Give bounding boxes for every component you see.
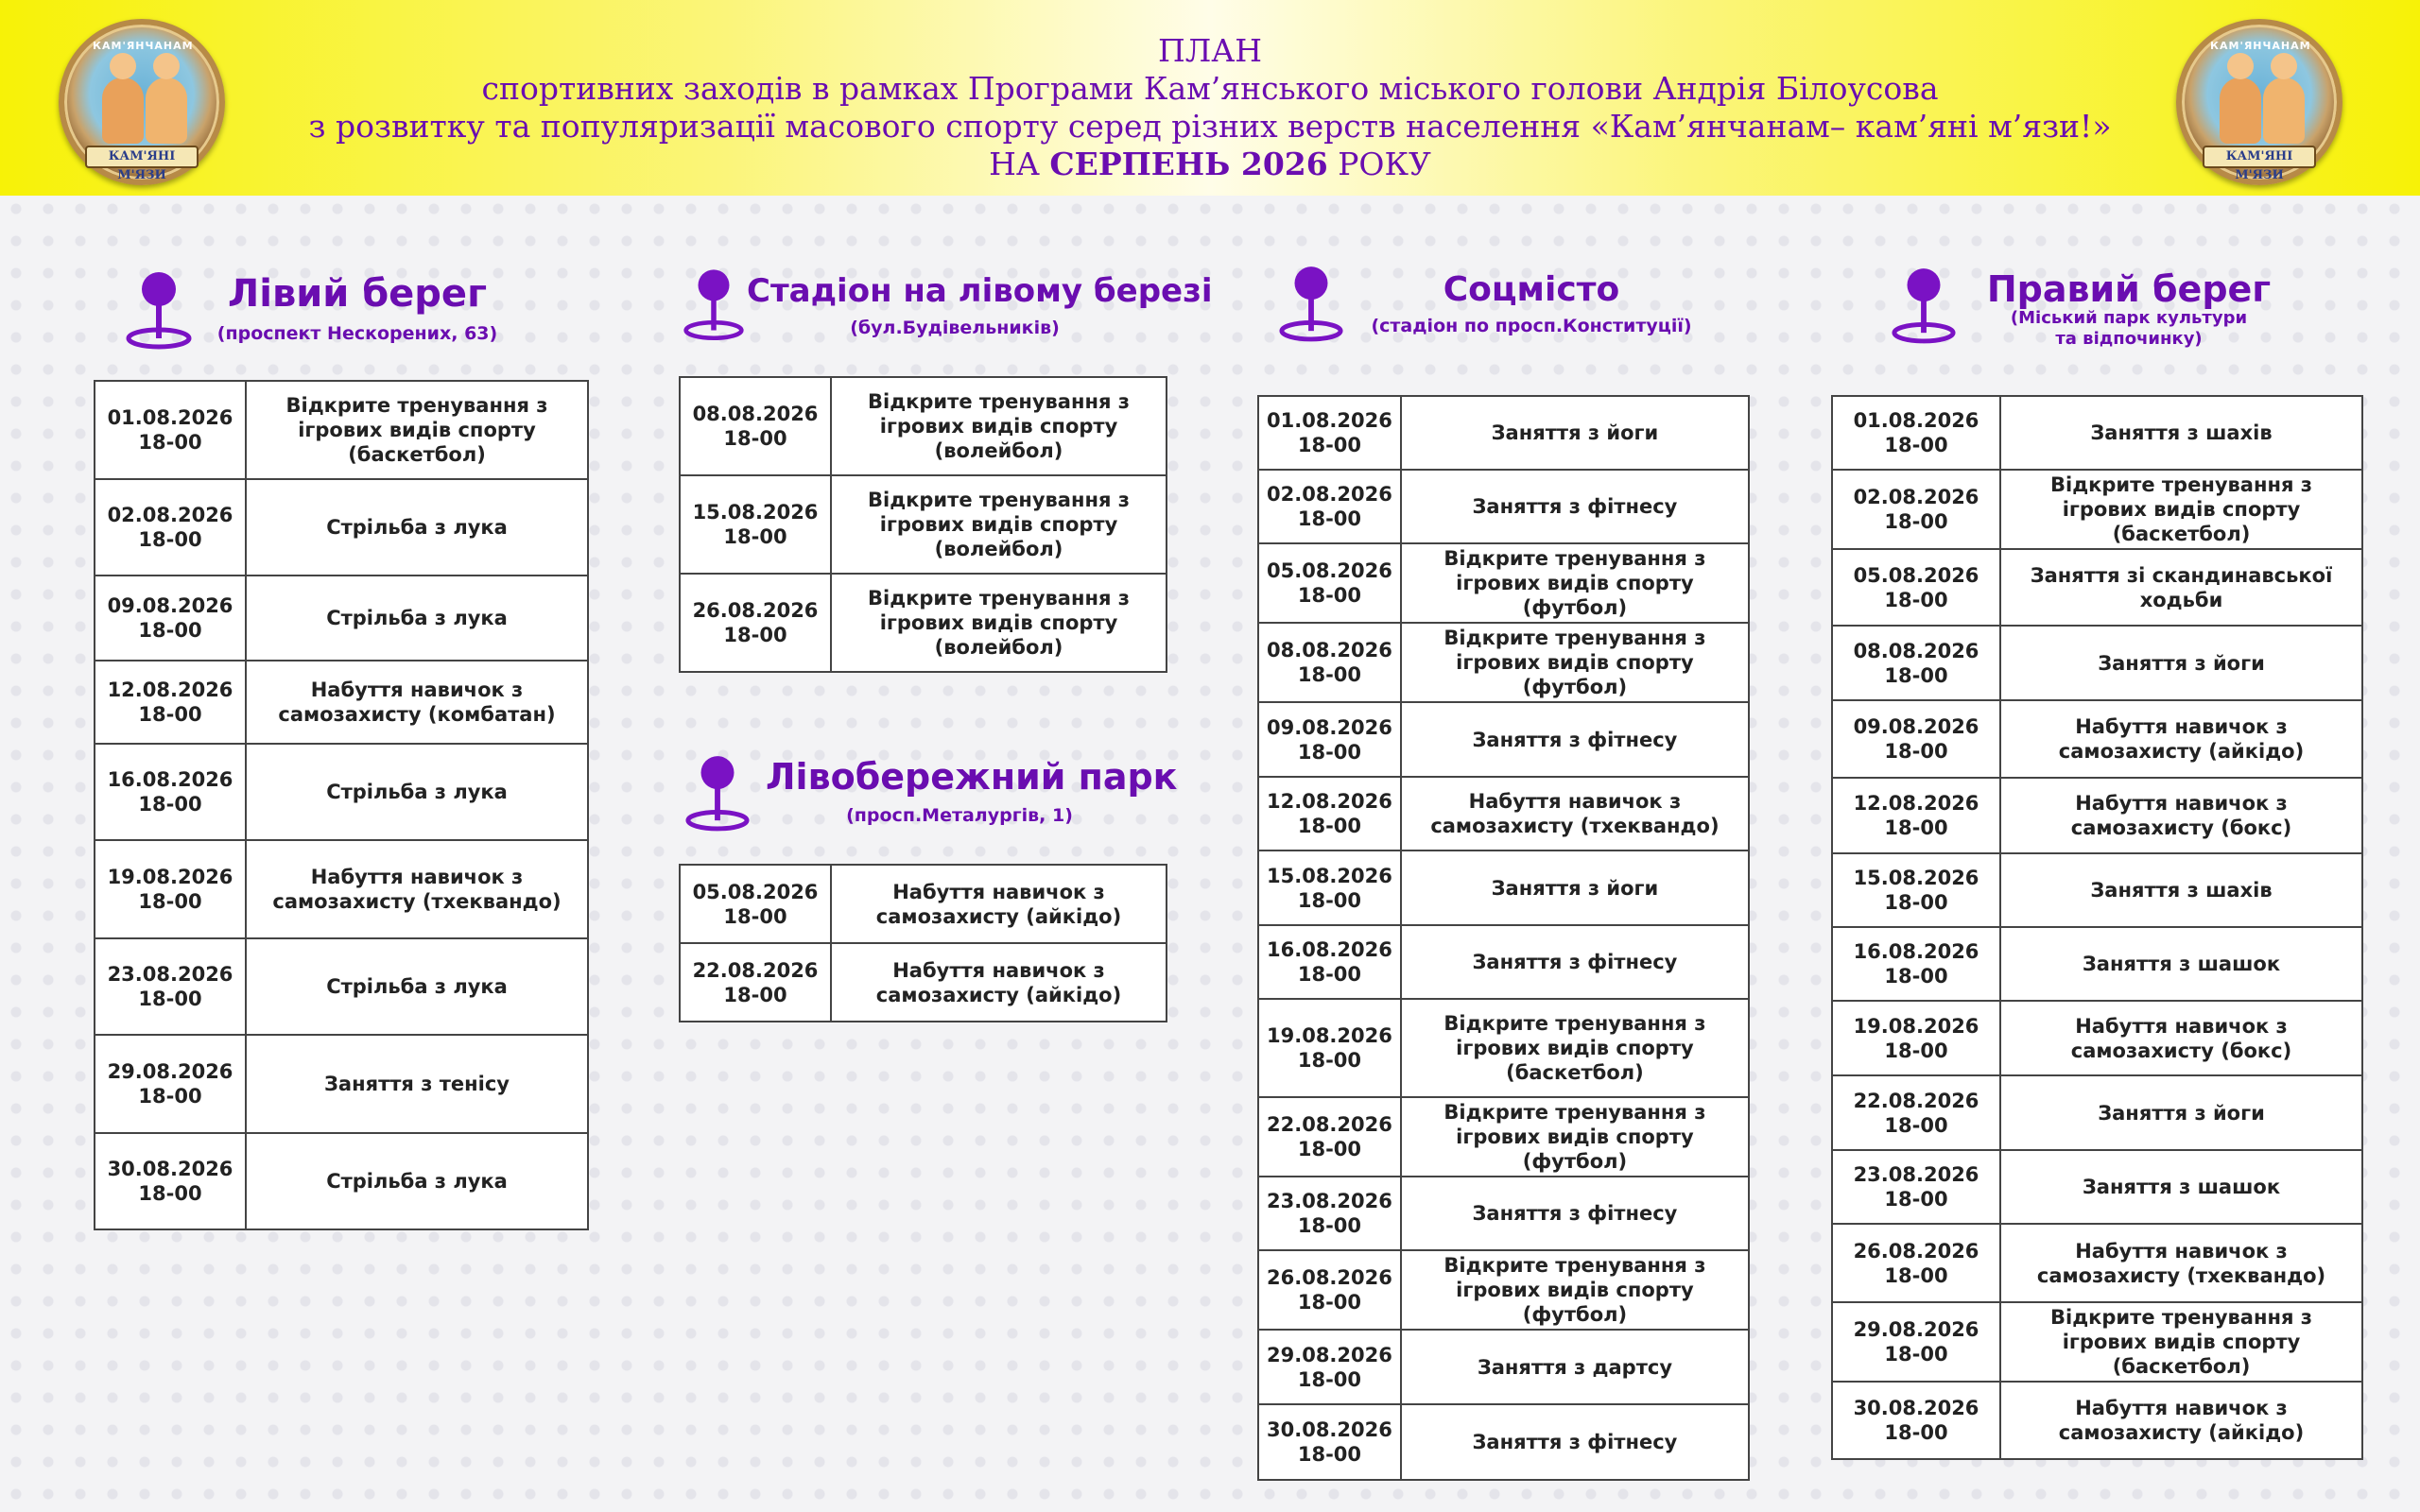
event-name: Набуття навичок з самозахисту (айкідо) (831, 943, 1167, 1022)
event-date: 09.08.2026 (1853, 715, 1979, 738)
table-row (1832, 470, 2362, 549)
event-time: 18-00 (1884, 816, 1948, 839)
section-subtitle-line-2: та відпочинку) (2055, 329, 2203, 349)
schedule-table-left-bank (94, 380, 589, 1230)
section-subtitle-line-1: (Міський парк культури (2010, 308, 2248, 328)
event-date: 26.08.2026 (1853, 1239, 1979, 1263)
event-date: 08.08.2026 (692, 403, 819, 425)
event-time: 18-00 (1884, 1263, 1948, 1287)
event-name: Заняття з фітнесу (1401, 1404, 1749, 1480)
event-date: 12.08.2026 (1267, 790, 1392, 813)
event-time: 18-00 (1297, 663, 1362, 686)
event-date: 23.08.2026 (107, 963, 233, 986)
table-row (1832, 1001, 2362, 1075)
table-row (680, 865, 1167, 943)
date-cell (95, 661, 246, 744)
event-date: 09.08.2026 (107, 594, 233, 617)
event-date: 01.08.2026 (1267, 409, 1392, 432)
date-cell (1258, 925, 1401, 999)
event-date: 19.08.2026 (1853, 1014, 1979, 1038)
logo-right-banner: КАМ'ЯНІ М'ЯЗИ (2203, 146, 2316, 168)
event-name: Заняття з дартсу (1401, 1330, 1749, 1404)
title-line-2: спортивних заходів в рамках Програми Кам’янського міського голови Андрія Білоусова (481, 70, 1939, 107)
event-time: 18-00 (1297, 815, 1362, 837)
date-cell (95, 381, 246, 479)
date-cell (1832, 1302, 2000, 1382)
table-row (1258, 1250, 1749, 1330)
table-row (1258, 702, 1749, 777)
schedule-table-sotsmisto (1257, 395, 1750, 1481)
event-name: Відкрите тренування з ігрових видів спорту (баскетбол) (2000, 470, 2362, 549)
event-date: 16.08.2026 (1267, 938, 1392, 961)
event-date: 15.08.2026 (692, 501, 819, 524)
event-name: Стрільба з лука (246, 576, 588, 661)
table-row (1832, 549, 2362, 626)
section-title: Лівобережний парк (766, 756, 1178, 798)
event-name: Заняття з йоги (2000, 626, 2362, 700)
event-date: 19.08.2026 (1267, 1024, 1392, 1047)
event-name: Заняття з шахів (2000, 396, 2362, 470)
event-name: Набуття навичок з самозахисту (бокс) (2000, 1001, 2362, 1075)
event-name: Набуття навичок з самозахисту (комбатан) (246, 661, 588, 744)
table-row (1258, 543, 1749, 623)
location-pin-icon (683, 267, 745, 341)
schedule-table-right-bank (1831, 395, 2363, 1460)
event-name: Стрільба з лука (246, 479, 588, 576)
date-cell (1832, 927, 2000, 1001)
logo-figure-icon (102, 77, 144, 144)
event-time: 18-00 (1297, 888, 1362, 912)
event-name: Заняття з фітнесу (1401, 925, 1749, 999)
table-row (1258, 1330, 1749, 1404)
event-time: 18-00 (138, 619, 202, 642)
date-cell (95, 1133, 246, 1229)
page-title (284, 32, 2136, 183)
event-time: 18-00 (138, 703, 202, 726)
event-date: 05.08.2026 (1267, 559, 1392, 582)
event-date: 29.08.2026 (1853, 1318, 1979, 1341)
event-name: Відкрите тренування з ігрових видів спорту (баскетбол) (1401, 999, 1749, 1097)
event-date: 16.08.2026 (107, 768, 233, 791)
event-name: Заняття з йоги (1401, 396, 1749, 470)
date-cell (95, 1035, 246, 1133)
event-date: 02.08.2026 (1853, 486, 1979, 508)
event-time: 18-00 (723, 427, 787, 450)
date-cell (680, 377, 831, 475)
event-time: 18-00 (1297, 1443, 1362, 1466)
date-cell (1258, 777, 1401, 850)
event-time: 18-00 (138, 1182, 202, 1205)
event-time: 18-00 (1297, 434, 1362, 456)
event-time: 18-00 (1884, 891, 1948, 914)
title-line-1: ПЛАН (1157, 32, 1263, 69)
event-date: 26.08.2026 (692, 599, 819, 622)
schedule-table-left-park (679, 864, 1167, 1022)
date-cell (1258, 850, 1401, 925)
event-time: 18-00 (1884, 1188, 1948, 1211)
event-date: 22.08.2026 (1267, 1113, 1392, 1136)
event-date: 30.08.2026 (1853, 1397, 1979, 1419)
event-time: 18-00 (138, 890, 202, 913)
table-row (95, 576, 588, 661)
table-row (1832, 700, 2362, 778)
section-title: Соцмісто (1443, 270, 1620, 309)
event-date: 01.08.2026 (1853, 409, 1979, 432)
title-line-4-pre: НА (989, 146, 1050, 182)
table-row (95, 744, 588, 840)
title-line-3: з розвитку та популяризації масового спорту серед різних верств населення «Кам’янчанам– кам’яні м’язи!» (308, 108, 2112, 145)
table-row (680, 475, 1167, 574)
location-pin-icon (125, 270, 193, 350)
event-time: 18-00 (138, 988, 202, 1010)
date-cell (1258, 396, 1401, 470)
event-date: 26.08.2026 (1267, 1266, 1392, 1289)
event-name: Відкрите тренування з ігрових видів спорту (футбол) (1401, 623, 1749, 702)
event-date: 12.08.2026 (107, 679, 233, 701)
table-row (1832, 927, 2362, 1001)
date-cell (1832, 470, 2000, 549)
event-time: 18-00 (1297, 1214, 1362, 1237)
event-name: Набуття навичок з самозахисту (айкідо) (2000, 700, 2362, 778)
table-row (95, 479, 588, 576)
table-row (1258, 396, 1749, 470)
date-cell (1832, 1075, 2000, 1150)
section-subtitle (1978, 308, 2280, 350)
event-date: 15.08.2026 (1267, 864, 1392, 887)
date-cell (95, 840, 246, 938)
logo-left-banner: КАМ'ЯНІ М'ЯЗИ (85, 146, 199, 168)
event-time: 18-00 (1884, 1421, 1948, 1444)
date-cell (1258, 1404, 1401, 1480)
event-name: Набуття навичок з самозахисту (айкідо) (2000, 1382, 2362, 1459)
table-row (680, 943, 1167, 1022)
table-row (1258, 623, 1749, 702)
table-row (95, 938, 588, 1035)
event-time: 18-00 (723, 904, 787, 928)
event-date: 02.08.2026 (1267, 483, 1392, 506)
event-name: Заняття з йоги (1401, 850, 1749, 925)
event-time: 18-00 (138, 431, 202, 454)
event-date: 22.08.2026 (1853, 1089, 1979, 1112)
table-row (95, 661, 588, 744)
event-name: Заняття з шахів (2000, 853, 2362, 927)
event-date: 08.08.2026 (1267, 639, 1392, 662)
event-name: Набуття навичок з самозахисту (тхеквандо) (1401, 777, 1749, 850)
date-cell (1258, 702, 1401, 777)
date-cell (1258, 543, 1401, 623)
date-cell (1832, 1150, 2000, 1224)
event-name: Відкрите тренування з ігрових видів спорту (волейбол) (831, 475, 1167, 574)
section-title: Стадіон на лівому березі (747, 272, 1213, 310)
table-row (1832, 1382, 2362, 1459)
event-time: 18-00 (1884, 663, 1948, 687)
event-date: 30.08.2026 (107, 1158, 233, 1180)
event-date: 23.08.2026 (1267, 1190, 1392, 1212)
title-line-4-post: РОКУ (1327, 146, 1431, 182)
date-cell (1832, 853, 2000, 927)
event-time: 18-00 (1297, 963, 1362, 986)
section-subtitle: (стадіон по просп.Конституції) (1371, 316, 1692, 336)
table-row (680, 377, 1167, 475)
logo-figure-icon (146, 77, 187, 144)
event-name: Заняття з шашок (2000, 927, 2362, 1001)
logo-right-top-text: КАМ'ЯНЧАНАМ (2210, 40, 2311, 52)
table-row (1258, 999, 1749, 1097)
event-time: 18-00 (138, 1085, 202, 1108)
date-cell (1258, 623, 1401, 702)
logo-figure-icon (2263, 77, 2305, 144)
logo-figure-icon (2220, 77, 2261, 144)
date-cell (1258, 1330, 1401, 1404)
date-cell (680, 865, 831, 943)
table-row (1832, 853, 2362, 927)
event-date: 30.08.2026 (1267, 1418, 1392, 1441)
date-cell (95, 479, 246, 576)
event-time: 18-00 (723, 983, 787, 1006)
location-pin-icon (684, 754, 751, 832)
event-date: 05.08.2026 (1853, 563, 1979, 587)
event-name: Стрільба з лука (246, 1133, 588, 1229)
logo-right (2176, 19, 2342, 185)
event-time: 18-00 (1297, 1138, 1362, 1160)
event-name: Набуття навичок з самозахисту (айкідо) (831, 865, 1167, 943)
logo-left-top-text: КАМ'ЯНЧАНАМ (93, 40, 194, 52)
event-name: Заняття з фітнесу (1401, 702, 1749, 777)
event-time: 18-00 (1884, 510, 1948, 533)
date-cell (1832, 1224, 2000, 1302)
table-row (1258, 470, 1749, 543)
logo-left (59, 19, 225, 185)
event-time: 18-00 (1884, 1343, 1948, 1366)
event-date: 01.08.2026 (107, 406, 233, 429)
event-time: 18-00 (138, 793, 202, 816)
event-date: 23.08.2026 (1853, 1163, 1979, 1186)
date-cell (1832, 700, 2000, 778)
date-cell (1258, 1097, 1401, 1177)
date-cell (1258, 1250, 1401, 1330)
event-name: Стрільба з лука (246, 744, 588, 840)
table-row (1832, 778, 2362, 853)
event-date: 29.08.2026 (1267, 1343, 1392, 1366)
date-cell (1832, 778, 2000, 853)
date-cell (95, 938, 246, 1035)
event-name: Набуття навичок з самозахисту (тхеквандо) (246, 840, 588, 938)
section-title: Лівий берег (228, 272, 487, 316)
event-time: 18-00 (1297, 1367, 1362, 1391)
event-name: Заняття зі скандинавської ходьби (2000, 549, 2362, 626)
event-date: 29.08.2026 (107, 1060, 233, 1083)
event-name: Набуття навичок з самозахисту (тхеквандо) (2000, 1224, 2362, 1302)
schedule-table-stadium (679, 376, 1167, 673)
table-row (95, 381, 588, 479)
table-row (95, 1133, 588, 1229)
event-name: Заняття з фітнесу (1401, 1177, 1749, 1250)
event-time: 18-00 (1297, 1049, 1362, 1072)
event-name: Заняття з шашок (2000, 1150, 2362, 1224)
event-time: 18-00 (1884, 740, 1948, 763)
event-date: 15.08.2026 (1853, 867, 1979, 889)
event-time: 18-00 (1884, 1113, 1948, 1137)
date-cell (680, 943, 831, 1022)
event-time: 18-00 (1884, 588, 1948, 611)
date-cell (1832, 1001, 2000, 1075)
date-cell (1258, 1177, 1401, 1250)
event-time: 18-00 (1297, 584, 1362, 607)
date-cell (95, 576, 246, 661)
location-pin-icon (1278, 265, 1344, 342)
table-row (1258, 925, 1749, 999)
title-line-4 (284, 146, 2136, 183)
event-name: Відкрите тренування з ігрових видів спорту (футбол) (1401, 1250, 1749, 1330)
event-time: 18-00 (1884, 965, 1948, 988)
table-row (1832, 1224, 2362, 1302)
table-row (1258, 850, 1749, 925)
event-date: 02.08.2026 (107, 504, 233, 526)
event-name: Відкрите тренування з ігрових видів спорту (волейбол) (831, 377, 1167, 475)
section-subtitle: (бул.Будівельників) (850, 318, 1060, 338)
date-cell (680, 475, 831, 574)
event-time: 18-00 (138, 528, 202, 551)
event-name: Заняття з фітнесу (1401, 470, 1749, 543)
event-time: 18-00 (1884, 434, 1948, 456)
date-cell (95, 744, 246, 840)
event-time: 18-00 (1297, 507, 1362, 530)
table-row (1258, 1177, 1749, 1250)
event-date: 22.08.2026 (692, 958, 819, 982)
header-banner (0, 0, 2420, 196)
event-time: 18-00 (723, 624, 787, 646)
title-month: СЕРПЕНЬ 2026 (1049, 146, 1328, 182)
table-row (95, 1035, 588, 1133)
table-row (1832, 626, 2362, 700)
table-row (1258, 1097, 1749, 1177)
event-time: 18-00 (1884, 1039, 1948, 1062)
table-row (1258, 1404, 1749, 1480)
table-row (1832, 396, 2362, 470)
table-row (95, 840, 588, 938)
event-name: Набуття навичок з самозахисту (бокс) (2000, 778, 2362, 853)
event-date: 16.08.2026 (1853, 940, 1979, 963)
event-name: Відкрите тренування з ігрових видів спорту (футбол) (1401, 543, 1749, 623)
event-date: 05.08.2026 (692, 880, 819, 903)
event-date: 19.08.2026 (107, 866, 233, 888)
event-name: Стрільба з лука (246, 938, 588, 1035)
date-cell (1258, 999, 1401, 1097)
event-date: 12.08.2026 (1853, 792, 1979, 815)
section-subtitle: (проспект Нескорених, 63) (216, 323, 498, 344)
date-cell (1832, 396, 2000, 470)
table-row (1832, 1302, 2362, 1382)
date-cell (1832, 1382, 2000, 1459)
section-title: Правий берег (1986, 268, 2272, 310)
table-row (1832, 1075, 2362, 1150)
date-cell (680, 574, 831, 672)
event-time: 18-00 (723, 525, 787, 548)
table-row (680, 574, 1167, 672)
event-name: Заняття з йоги (2000, 1075, 2362, 1150)
event-name: Відкрите тренування з ігрових видів спорту (футбол) (1401, 1097, 1749, 1177)
event-name: Відкрите тренування з ігрових видів спорту (баскетбол) (2000, 1302, 2362, 1382)
event-date: 08.08.2026 (1853, 639, 1979, 662)
event-name: Заняття з тенісу (246, 1035, 588, 1133)
table-row (1832, 1150, 2362, 1224)
event-name: Відкрите тренування з ігрових видів спорту (баскетбол) (246, 381, 588, 479)
date-cell (1832, 549, 2000, 626)
table-row (1258, 777, 1749, 850)
event-date: 09.08.2026 (1267, 715, 1392, 739)
date-cell (1832, 626, 2000, 700)
section-subtitle: (просп.Металургів, 1) (846, 805, 1073, 826)
event-name: Відкрите тренування з ігрових видів спорту (волейбол) (831, 574, 1167, 672)
event-time: 18-00 (1297, 1291, 1362, 1314)
date-cell (1258, 470, 1401, 543)
location-pin-icon (1891, 266, 1957, 344)
event-time: 18-00 (1297, 740, 1362, 764)
